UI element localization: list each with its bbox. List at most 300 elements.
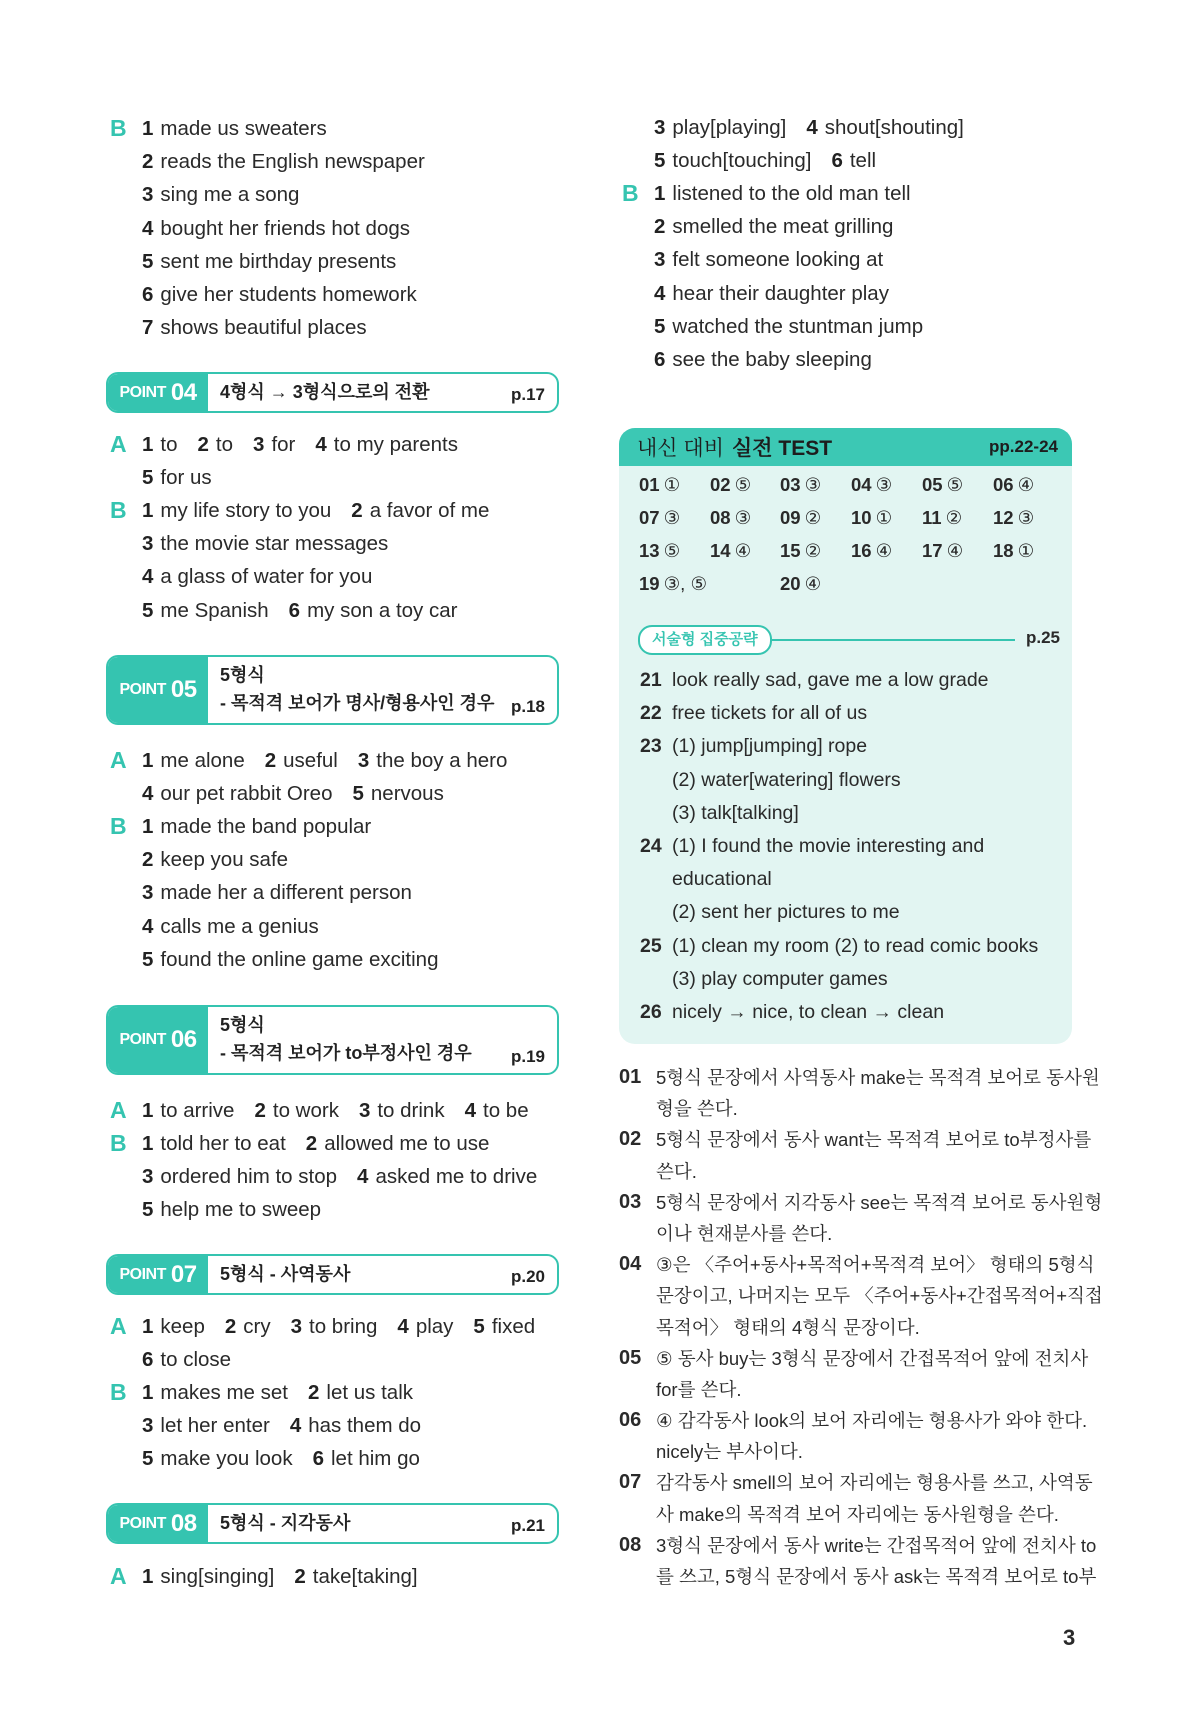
answer-item [654, 348, 872, 371]
answer-item [142, 150, 425, 173]
item-text: to my parents [333, 433, 458, 456]
item-text: made the band popular [160, 815, 372, 838]
explanation-text: 형을 쓴다. [656, 1098, 738, 1120]
answer-number: 15 [780, 540, 801, 561]
answer-item [654, 282, 889, 305]
answer-line [622, 177, 943, 210]
item-text: keep you safe [160, 848, 289, 872]
explanation-text: 목적어〉 형태의 4형식 문장이다. [656, 1316, 920, 1338]
answer-line [654, 144, 984, 177]
test-answer [639, 507, 680, 529]
item-text: made her a different person [160, 881, 412, 905]
test-answer [710, 540, 751, 562]
item-text: sent me birthday presents [160, 249, 397, 273]
item-text: felt someone looking at [672, 248, 884, 272]
item-text: let her enter [160, 1414, 270, 1438]
item-text: let him go [331, 1447, 420, 1471]
answer-line [110, 494, 509, 527]
answer-line [142, 777, 527, 810]
point-badge [108, 657, 208, 723]
writing-text: look really sad, gave me a low grade [672, 669, 989, 691]
answer-choice: ① [875, 507, 893, 528]
writing-line [640, 963, 1038, 996]
answer-number: 09 [780, 507, 801, 528]
explanation-number: 01 [619, 1066, 642, 1088]
writing-number: 24 [640, 834, 662, 857]
item-number: 6 [831, 149, 843, 173]
item-number: 5 [142, 947, 154, 971]
item-text: to drink [377, 1099, 445, 1122]
item-text: told her to eat [160, 1132, 286, 1155]
point-07-header [106, 1254, 559, 1295]
answer-item [654, 182, 911, 205]
item-number: 4 [654, 281, 666, 305]
item-text: calls me a genius [160, 914, 319, 938]
point-badge [108, 1007, 208, 1073]
point-04-header [106, 372, 559, 413]
writing-line [640, 764, 1038, 797]
item-text: makes me set [160, 1381, 289, 1404]
item-text: shout[shouting] [824, 116, 964, 139]
answer-choice: ⑤ [663, 540, 681, 561]
point-page: p.20 [510, 1267, 545, 1286]
point-title-area [208, 374, 557, 411]
explanation-number: 04 [619, 1253, 642, 1276]
answer-line [142, 843, 459, 876]
explanation-line [619, 1343, 1089, 1374]
test-answer [993, 507, 1034, 529]
explanation-line [619, 1093, 1079, 1124]
answer-line [110, 112, 445, 145]
answer-line [142, 212, 445, 245]
item-text: for us [160, 466, 212, 490]
point-page: p.21 [510, 1516, 545, 1535]
item-number: 4 [142, 914, 154, 938]
test-answer [639, 474, 680, 496]
answer-item [142, 1132, 286, 1155]
answer-item [357, 1165, 537, 1188]
item-number: 2 [224, 1315, 237, 1338]
item-text: fixed [491, 1315, 536, 1338]
point-title-area [208, 657, 557, 723]
writing-line [640, 896, 1038, 929]
continued-answers [654, 111, 984, 177]
answer-line [142, 1442, 441, 1475]
answer-number: 01 [639, 474, 660, 495]
answer-item [225, 1315, 271, 1338]
answer-item [290, 1414, 421, 1437]
explanation-text: for를 쓴다. [656, 1378, 742, 1400]
item-text: found the online game exciting [160, 947, 439, 971]
point-badge [108, 374, 208, 411]
test-pages: pp.22-24 [989, 437, 1058, 456]
test-header [619, 428, 1072, 466]
item-number: 1 [142, 117, 154, 140]
test-title: 내신 대비 [637, 437, 724, 460]
section-label: B [110, 1130, 127, 1156]
explanation-text: 를 쓰고, 5형식 문장에서 동사 ask는 목적격 보어로 to부 [656, 1566, 1097, 1587]
explanation-number: 05 [619, 1346, 642, 1369]
explanation-line [619, 1249, 1095, 1280]
answer-item [142, 217, 410, 240]
explanation-line [619, 1312, 1079, 1343]
item-text: tell [849, 149, 877, 173]
explanation-text: ⑤ 동사 buy는 3형식 문장에서 간접목적어 앞에 전치사 [656, 1347, 1089, 1369]
item-text: shows beautiful places [160, 316, 367, 340]
item-number: 1 [142, 1381, 154, 1404]
answer-item [306, 1132, 490, 1155]
answer-item [142, 815, 371, 838]
item-number: 1 [142, 1315, 154, 1338]
answer-number: 06 [993, 474, 1014, 495]
answer-item [358, 749, 507, 772]
item-text: asked me to drive [375, 1165, 538, 1189]
item-number: 1 [142, 433, 154, 456]
answer-number: 07 [639, 507, 660, 528]
item-number: 7 [142, 316, 154, 340]
answer-line [110, 1376, 441, 1409]
answer-line [142, 1409, 441, 1442]
answer-line [142, 311, 445, 344]
item-text: sing[singing] [160, 1565, 275, 1588]
item-number: 4 [142, 782, 154, 806]
explanation-line [619, 1374, 1079, 1405]
answer-line [110, 1310, 555, 1343]
answer-line [142, 527, 509, 560]
answer-item [294, 1565, 417, 1588]
item-number: 4 [142, 565, 154, 589]
answer-number: 05 [922, 474, 943, 495]
point-04-answers-a [110, 428, 478, 494]
answer-item [142, 499, 331, 522]
answer-item [289, 599, 458, 622]
item-text: to [160, 433, 178, 456]
answer-line [142, 560, 509, 593]
answer-item [142, 1381, 288, 1404]
section-label: B [110, 497, 127, 523]
answer-choice: ③ [663, 507, 681, 528]
answer-item [142, 316, 367, 339]
answer-line [110, 1127, 557, 1160]
point-04-answers-b [110, 494, 509, 627]
test-answer [710, 507, 751, 529]
writing-page: p.25 [1025, 628, 1060, 647]
point-page: p.18 [510, 697, 545, 716]
answer-line [142, 245, 445, 278]
point-title-area [208, 1505, 557, 1542]
item-number: 5 [142, 1198, 154, 1222]
explanation-number: 02 [619, 1128, 642, 1151]
item-text: bought her friends hot dogs [160, 216, 410, 240]
answer-line [142, 943, 459, 976]
answer-line [654, 277, 943, 310]
explanation-text: 문장이고, 나머지는 모두 〈주어+동사+간접목적어+직접 [656, 1285, 1103, 1307]
point-label: POINT [119, 1514, 166, 1532]
explanation-line [619, 1156, 1079, 1187]
item-number: 3 [253, 433, 265, 456]
explanation-text: 5형식 문장에서 동사 want는 목적격 보어로 to부정사를 [656, 1129, 1092, 1151]
practice-test-box [619, 428, 1072, 1044]
answer-choice: ③ [1017, 507, 1035, 528]
writing-text: (3) talk[talking] [672, 801, 799, 824]
writing-text: (2) sent her pictures to me [672, 901, 900, 924]
writing-number: 26 [640, 1000, 662, 1023]
answer-item [142, 466, 212, 489]
writing-text: (3) play computer games [672, 967, 888, 990]
explanation-line [619, 1187, 1103, 1218]
item-number: 2 [254, 1099, 266, 1122]
explanation-text: nicely는 부사이다. [656, 1441, 803, 1463]
item-number: 4 [464, 1099, 476, 1122]
item-number: 3 [142, 881, 154, 905]
writing-text: (1) I found the movie interesting and [672, 834, 985, 857]
answer-line [142, 145, 445, 178]
item-number: 6 [288, 598, 301, 622]
writing-text: (1) jump[jumping] rope [672, 735, 868, 758]
item-text: me alone [160, 749, 245, 772]
item-number: 2 [305, 1132, 318, 1155]
item-text: to [215, 433, 234, 456]
answer-line [654, 310, 943, 343]
item-text: listened to the old man tell [672, 182, 911, 205]
item-number: 5 [473, 1315, 485, 1338]
item-number: 1 [654, 182, 666, 205]
section-label: A [110, 747, 127, 773]
answer-item [142, 1099, 234, 1122]
answers-b-section [110, 112, 445, 344]
explanation-number: 08 [619, 1533, 642, 1556]
writing-line [640, 664, 1038, 697]
item-number: 5 [654, 314, 666, 338]
item-number: 5 [142, 466, 154, 490]
item-text: watched the stuntman jump [672, 314, 924, 338]
answer-choice: ① [1017, 540, 1035, 561]
point-badge [108, 1256, 208, 1293]
point-page: p.17 [510, 385, 545, 404]
answer-number: 19 [639, 573, 660, 594]
answer-item [142, 117, 327, 140]
explanation-text: ④ 감각동사 look의 보어 자리에는 형용사가 와야 한다. [656, 1410, 1088, 1432]
item-number: 6 [142, 1348, 154, 1372]
item-text: nervous [370, 782, 444, 806]
item-text: play[playing] [672, 116, 787, 139]
answer-number: 03 [780, 474, 801, 495]
item-number: 2 [294, 1565, 306, 1588]
point-number: 08 [170, 1509, 197, 1537]
item-number: 5 [654, 149, 666, 173]
answer-item [142, 1198, 321, 1221]
explanation-text: 이나 현재분사를 쓴다. [656, 1222, 833, 1244]
answer-choice: ② [804, 507, 822, 528]
explanation-line [619, 1218, 1079, 1249]
point-07-answers-a [110, 1310, 555, 1376]
item-text: my son a toy car [307, 598, 458, 622]
explanation-line [619, 1062, 1100, 1093]
explanation-text: ③은 〈주어+동사+목적어+목적격 보어〉 형태의 5형식 [656, 1254, 1095, 1276]
test-answer [780, 573, 821, 595]
point-label: POINT [119, 681, 166, 698]
answer-line [142, 1160, 557, 1193]
item-text: sing me a song [160, 183, 300, 207]
answer-item [806, 116, 963, 139]
item-number: 4 [142, 216, 154, 240]
answer-number: 11 [922, 507, 942, 528]
explanation-text: 5형식 문장에서 사역동사 make는 목적격 보어로 동사원 [656, 1067, 1100, 1088]
item-text: to close [160, 1348, 232, 1372]
item-number: 3 [654, 116, 666, 139]
point-06-header [106, 1005, 559, 1075]
explanation-line [619, 1436, 1079, 1467]
section-label: A [110, 1097, 127, 1123]
answer-choice: ④ [734, 540, 752, 561]
answer-item [142, 1165, 337, 1188]
explanation-line [619, 1561, 1097, 1592]
answer-item [142, 1565, 274, 1588]
answer-item [397, 1315, 453, 1338]
explanation-line [619, 1280, 1103, 1311]
test-answer [780, 540, 821, 562]
point-title: 5형식 [220, 665, 265, 685]
explanation-line [619, 1124, 1092, 1155]
answer-item [308, 1381, 413, 1404]
item-text: to arrive [160, 1099, 235, 1122]
answer-item [315, 433, 458, 456]
point-title: 5형식 - 지각동사 [220, 1513, 351, 1533]
writing-text: (1) clean my room (2) to read comic books [672, 934, 1039, 957]
item-number: 2 [654, 215, 666, 239]
test-answer [710, 474, 751, 496]
answers-b-perception [622, 177, 943, 376]
item-text: a glass of water for you [160, 565, 373, 589]
item-number: 2 [308, 1381, 320, 1404]
answer-line [142, 178, 445, 211]
section-label: A [110, 431, 127, 457]
answer-item [142, 782, 332, 805]
item-number: 5 [142, 249, 154, 273]
answer-item [291, 1315, 378, 1338]
section-label: B [622, 180, 639, 206]
item-text: help me to sweep [160, 1198, 322, 1222]
answer-line [142, 910, 459, 943]
answer-choice: ② [804, 540, 822, 561]
item-number: 6 [654, 347, 666, 371]
item-number: 2 [197, 433, 209, 456]
answer-number: 04 [851, 474, 872, 495]
test-answer [993, 474, 1034, 496]
point-08-answers-a [110, 1560, 438, 1593]
item-text: has them do [308, 1414, 422, 1438]
item-number: 6 [312, 1447, 324, 1471]
item-number: 1 [142, 1132, 154, 1155]
answer-item [654, 149, 811, 172]
answer-line [654, 243, 943, 276]
section-label: B [110, 1379, 127, 1405]
item-number: 3 [142, 183, 154, 207]
answer-item [142, 599, 269, 622]
item-number: 3 [290, 1315, 303, 1338]
explanation-text: 3형식 문장에서 동사 write는 간접목적어 앞에 전치사 to [656, 1534, 1097, 1556]
item-text: touch[touching] [672, 149, 812, 173]
item-number: 4 [397, 1315, 409, 1338]
section-label: A [110, 1563, 127, 1589]
point-title-area [208, 1256, 557, 1293]
item-text: the movie star messages [160, 532, 389, 556]
answer-item [142, 881, 412, 904]
point-label: POINT [119, 1031, 166, 1048]
point-title: 5형식 [220, 1015, 265, 1035]
answer-line [142, 594, 509, 627]
explanation-line [619, 1499, 1079, 1530]
section-label: B [110, 115, 127, 141]
answer-line [142, 278, 445, 311]
answer-line [142, 876, 459, 909]
item-text: hear their daughter play [672, 281, 889, 305]
answer-line [654, 111, 984, 144]
section-label: B [110, 813, 127, 839]
item-text: to be [483, 1099, 529, 1122]
point-05-answers-a [110, 744, 527, 810]
test-answer [639, 540, 680, 562]
point-title: 4형식 → 3형식으로의 전환 [220, 382, 430, 402]
item-number: 4 [289, 1414, 302, 1438]
writing-number: 21 [640, 669, 662, 691]
explanation-number: 06 [619, 1409, 642, 1432]
answer-item [142, 532, 388, 555]
explanation-number: 03 [619, 1190, 642, 1213]
item-number: 4 [806, 116, 818, 139]
item-number: 3 [142, 532, 154, 556]
writing-line [640, 797, 1038, 830]
answer-item [142, 250, 396, 273]
answer-item [253, 433, 295, 456]
item-text: the boy a hero [376, 749, 508, 772]
writing-line [640, 830, 1038, 863]
answer-line [110, 810, 459, 843]
test-answer [780, 474, 821, 496]
item-text: a favor of me [369, 499, 490, 522]
writing-line [640, 996, 1038, 1029]
writing-line [640, 730, 1038, 763]
answer-number: 18 [993, 540, 1014, 561]
point-number: 05 [170, 676, 197, 703]
writing-line [640, 930, 1038, 963]
answer-choice: ③ [734, 507, 752, 528]
item-text: ordered him to stop [160, 1165, 338, 1189]
answer-line [110, 1094, 549, 1127]
test-title-bold: 실전 TEST [731, 437, 833, 460]
answer-choice: ④ [804, 573, 822, 594]
point-05-header [106, 655, 559, 725]
answer-item [142, 565, 372, 588]
explanation-text: 사 make의 목적격 보어 자리에는 동사원형을 쓴다. [656, 1503, 1059, 1525]
answer-choice: ③ [804, 474, 822, 495]
item-number: 5 [352, 782, 364, 806]
point-08-header [106, 1503, 559, 1544]
answer-item [142, 749, 245, 772]
test-answer [851, 507, 892, 529]
item-text: to work [272, 1099, 339, 1122]
item-number: 1 [142, 749, 154, 772]
answer-item [359, 1099, 445, 1122]
item-number: 5 [142, 1447, 154, 1471]
item-number: 2 [264, 749, 277, 772]
test-answer [851, 474, 892, 496]
item-number: 1 [142, 499, 154, 522]
writing-number: 22 [640, 702, 662, 725]
answer-choice: ③, ⑤ [663, 573, 708, 594]
answer-choice: ⑤ [946, 474, 964, 495]
point-subtitle: - 목적격 보어가 명사/형용사인 경우 [220, 693, 495, 713]
